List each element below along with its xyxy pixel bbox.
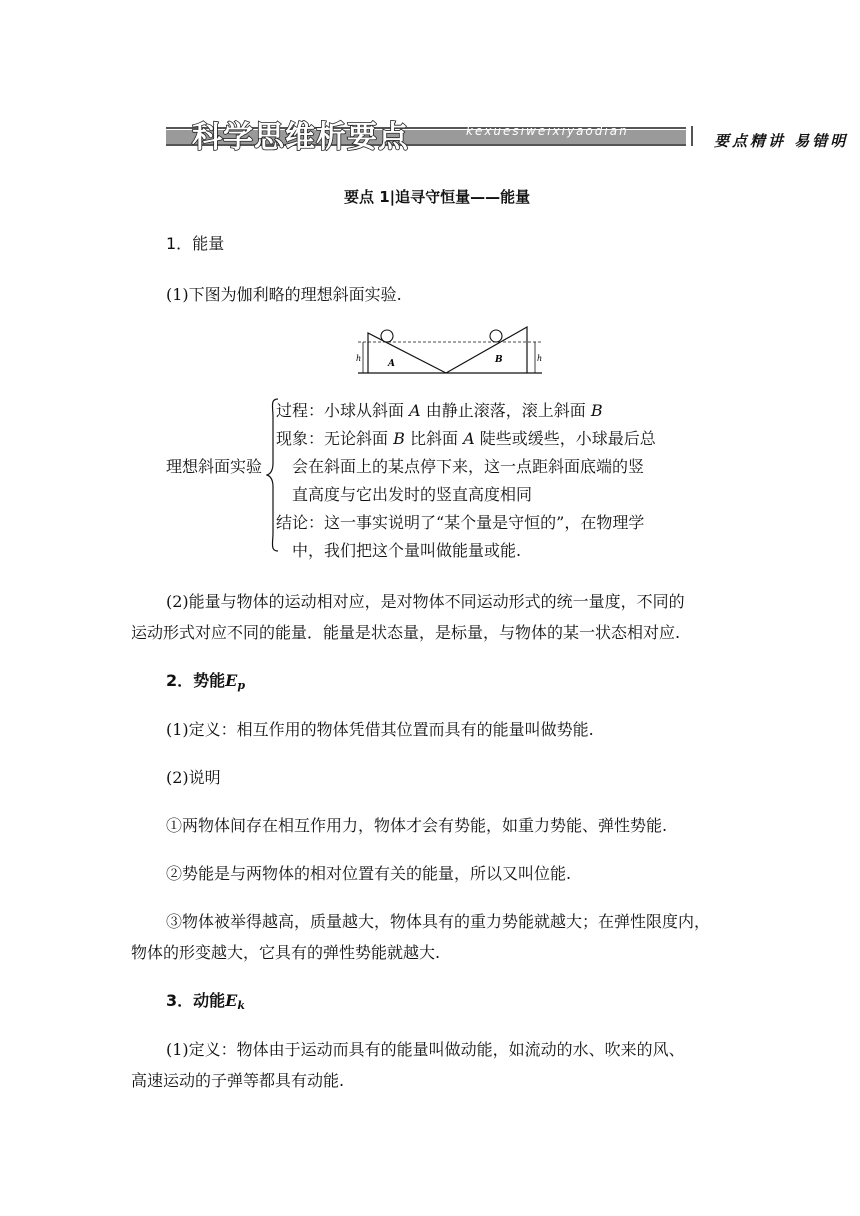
paragraph: (1)下图为伽利略的理想斜面实验. (166, 285, 402, 304)
paragraph: (2)能量与物体的运动相对应，是对物体不同运动形式的统一量度，不同的 (166, 592, 685, 611)
list-item: 物体的形变越大，它具有的弹性势能就越大. (131, 943, 441, 962)
incline-a (368, 333, 446, 373)
list-item: ③物体被举得越高，质量越大，物体具有的重力势能就越大；在弹性限度内， (166, 912, 711, 931)
banner-title: 科学思维析要点 (192, 120, 409, 155)
paragraph: 高速运动的子弹等都具有动能. (131, 1071, 345, 1090)
label-b: B (495, 355, 503, 365)
paragraph: 运动形式对应不同的能量．能量是状态量，是标量，与物体的某一状态相对应. (131, 623, 681, 642)
brace-label: 理想斜面实验 (166, 457, 263, 476)
symbol: E (225, 671, 238, 690)
ball-a (381, 330, 393, 342)
section-number: 1． (166, 234, 193, 253)
brace-phenomenon-line3: 直高度与它出发时的竖直高度相同 (292, 485, 533, 504)
symbol: E (225, 991, 238, 1010)
list-item: ②势能是与两物体的相对位置有关的能量，所以又叫位能. (166, 864, 572, 883)
paragraph: (1)定义：物体由于运动而具有的能量叫做动能，如流动的水、吹来的风、 (166, 1040, 685, 1059)
section-2-heading: 2．势能$E_p$ (166, 671, 246, 692)
ball-b (490, 330, 502, 342)
section-number: 2． (166, 671, 194, 690)
section-title: 能量 (192, 234, 225, 253)
brace-phenomenon-line2: 会在斜面上的某点停下来，这一点距斜面底端的竖 (292, 457, 645, 476)
incline-b (446, 327, 527, 373)
brace-conclusion: 结论：这一事实说明了“某个量是守恒的”，在物理学 (276, 513, 645, 532)
section-3-heading: 3．动能$E_k$ (166, 991, 245, 1012)
label-h-left: h (356, 354, 362, 363)
section-title: 势能 (193, 671, 226, 690)
banner-pinyin: kexuesiweixiyaodian (466, 124, 629, 138)
paragraph: (2)说明 (166, 768, 221, 787)
brace-process: 过程：小球从斜面 A 由静止滚落，滚上斜面 B (276, 401, 603, 420)
point-title: 要点 1|追寻守恒量——能量 (344, 188, 531, 206)
label-h-right: h (537, 354, 543, 363)
banner-right-text: 要点精讲 易错明 (714, 132, 849, 150)
label-a: A (388, 359, 395, 369)
section-title: 动能 (193, 991, 226, 1010)
incline-figure (355, 325, 545, 377)
section-number: 3． (166, 991, 194, 1010)
list-item: ①两物体间存在相互作用力，物体才会有势能，如重力势能、弹性势能. (166, 816, 668, 835)
brace-phenomenon: 现象：无论斜面 B 比斜面 A 陡些或缓些，小球最后总 (276, 429, 656, 448)
section-1-heading (166, 232, 224, 256)
brace-conclusion-line2: 中，我们把这个量叫做能量或能. (292, 541, 522, 560)
paragraph: (1)定义：相互作用的物体凭借其位置而具有的能量叫做势能. (166, 720, 594, 739)
